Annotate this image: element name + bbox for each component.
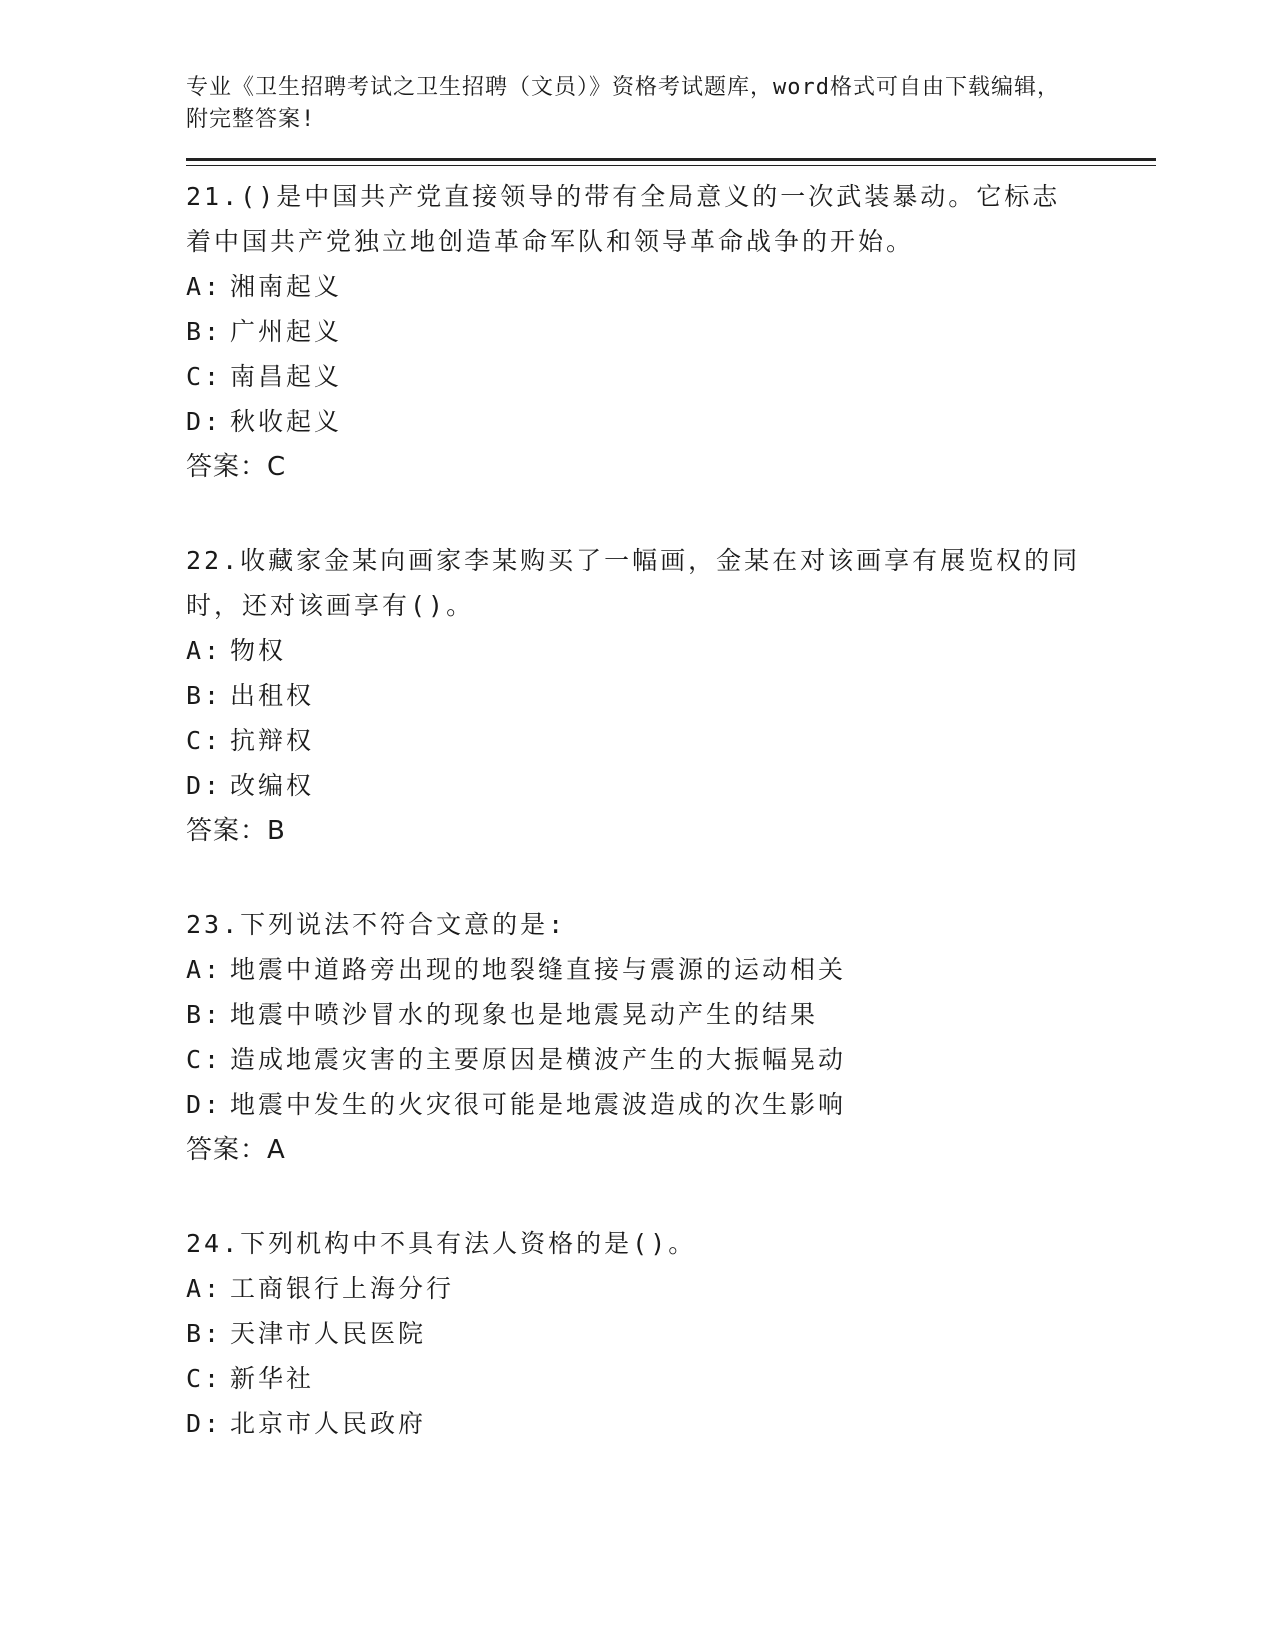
option-key: D:: [186, 1409, 223, 1438]
option-key: A:: [186, 955, 223, 984]
option-text: 地震中发生的火灾很可能是地震波造成的次生影响: [230, 1090, 847, 1119]
option-key: D:: [186, 1090, 223, 1119]
option-text: 天津市人民医院: [230, 1319, 427, 1348]
option-key: D:: [186, 771, 223, 800]
question-stem: 24.下列机构中不具有法人资格的是()。: [186, 1229, 697, 1258]
option-text: 秋收起义: [230, 407, 343, 436]
option-text: 造成地震灾害的主要原因是横波产生的大振幅晃动: [230, 1045, 847, 1074]
question-24: [186, 1221, 1156, 1446]
option-a: [186, 628, 1156, 673]
option-text: 抗辩权: [230, 726, 315, 755]
option-c: [186, 354, 1156, 399]
option-a: [186, 947, 1156, 992]
option-key: C:: [186, 726, 223, 755]
option-text: 广州起义: [230, 317, 343, 346]
option-key: A:: [186, 636, 223, 665]
option-key: C:: [186, 362, 223, 391]
option-a: [186, 1266, 1156, 1311]
option-text: 物权: [230, 636, 287, 665]
option-b: [186, 309, 1156, 354]
question-stem: 23.下列说法不符合文意的是:: [186, 910, 567, 939]
option-d: [186, 1401, 1156, 1446]
option-text: 湘南起义: [230, 272, 343, 301]
header-divider-thin: [186, 165, 1156, 166]
option-b: [186, 1311, 1156, 1356]
option-c: [186, 718, 1156, 763]
question-list: [186, 174, 1156, 1446]
option-d: [186, 399, 1156, 444]
option-key: B:: [186, 1000, 223, 1029]
answer-line: 答案：B: [186, 816, 286, 846]
option-text: 新华社: [230, 1364, 315, 1393]
option-text: 地震中喷沙冒水的现象也是地震晃动产生的结果: [230, 1000, 819, 1029]
option-c: [186, 1356, 1156, 1401]
option-key: D:: [186, 407, 223, 436]
option-key: B:: [186, 1319, 223, 1348]
question-22: [186, 538, 1156, 854]
option-text: 出租权: [230, 681, 315, 710]
option-d: [186, 763, 1156, 808]
option-text: 南昌起义: [230, 362, 343, 391]
option-a: [186, 264, 1156, 309]
document-header: 专业《卫生招聘考试之卫生招聘（文员）》资格考试题库，word格式可自由下载编辑，附完整答案!: [186, 75, 1060, 132]
option-key: A:: [186, 272, 223, 301]
answer-line: 答案：A: [186, 1135, 286, 1165]
option-key: A:: [186, 1274, 223, 1303]
document-page: [186, 72, 1156, 1494]
option-text: 北京市人民政府: [230, 1409, 427, 1438]
option-key: C:: [186, 1364, 223, 1393]
option-text: 地震中道路旁出现的地裂缝直接与震源的运动相关: [230, 955, 847, 984]
question-23: [186, 902, 1156, 1173]
option-b: [186, 992, 1156, 1037]
option-key: B:: [186, 681, 223, 710]
option-key: C:: [186, 1045, 223, 1074]
header-divider-thick: [186, 158, 1156, 161]
question-21: [186, 174, 1156, 490]
option-text: 改编权: [230, 771, 315, 800]
option-d: [186, 1082, 1156, 1127]
option-key: B:: [186, 317, 223, 346]
option-b: [186, 673, 1156, 718]
option-c: [186, 1037, 1156, 1082]
question-stem: 21.()是中国共产党直接领导的带有全局意义的一次武装暴动。它标志着中国共产党独立地创造革命军队和领导革命战争的开始。: [186, 182, 1061, 256]
option-text: 工商银行上海分行: [230, 1274, 455, 1303]
question-stem: 22.收藏家金某向画家李某购买了一幅画，金某在对该画享有展览权的同时，还对该画享有()。: [186, 546, 1081, 620]
answer-line: 答案：C: [186, 452, 287, 482]
